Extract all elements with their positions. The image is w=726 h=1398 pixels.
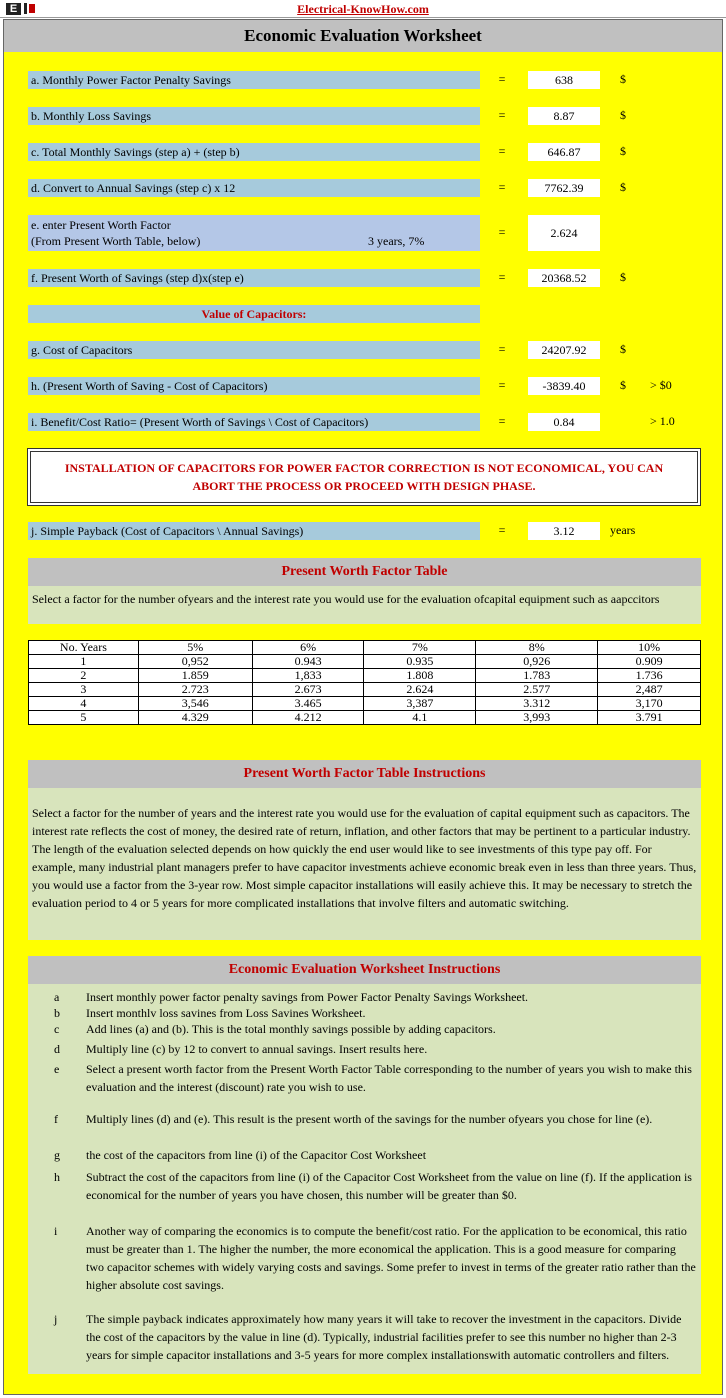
col-header-5pct: 5% <box>138 641 252 655</box>
table-cell: 3,993 <box>476 711 598 725</box>
row-i-condition: > 1.0 <box>650 414 675 428</box>
row-a-equals: = <box>498 72 506 86</box>
table-row <box>29 697 701 711</box>
table-cell: 0.909 <box>598 655 701 669</box>
row-e-line1: e. enter Present Worth Factor <box>31 218 171 232</box>
table-cell: 1.783 <box>476 669 598 683</box>
row-d-label: d. Convert to Annual Savings (step c) x 12 <box>28 179 480 197</box>
col-header-6pct: 6% <box>252 641 364 655</box>
economic-warning-box <box>27 448 701 506</box>
table-cell: 2.673 <box>252 683 364 697</box>
row-g-unit: $ <box>620 342 626 356</box>
row-h-equals: = <box>498 378 506 392</box>
site-title-link[interactable]: Electrical-KnowHow.com <box>297 2 429 16</box>
row-c-value[interactable]: 646.87 <box>528 143 600 161</box>
row-e-equals: = <box>498 225 506 239</box>
row-e-label <box>28 215 480 251</box>
table-cell: 3,387 <box>364 697 476 711</box>
table-cell: 3.791 <box>598 711 701 725</box>
row-i-label: i. Benefit/Cost Ratio= (Present Worth of Savings \ Cost of Capacitors) <box>28 413 480 431</box>
table-cell: 4.212 <box>252 711 364 725</box>
row-b-value[interactable]: 8.87 <box>528 107 600 125</box>
col-header-7pct: 7% <box>364 641 476 655</box>
row-b-unit: $ <box>620 108 626 122</box>
table-header-row <box>29 641 701 655</box>
economic-warning-text: INSTALLATION OF CAPACITORS FOR POWER FACTOR CORRECTION IS NOT ECONOMICAL, YOU CAN ABORT THE PROCESS OR PROCEED WITH DESIGN PHASE. <box>30 451 698 503</box>
col-header-years: No. Years <box>29 641 139 655</box>
table-cell: 0.943 <box>252 655 364 669</box>
ew-instructions-list: a Insert monthly power factor penalty savings from Power Factor Penalty Savings Worksheet. b Insert monthlv loss savines from Loss Savines Worksheet. c Add lines (a) and (b). This is the total monthly savings possible by adding capacitors. d Multiply line (c) by 12 to convert to annual savings. Insert results here. e Select a present worth factor from the Present Worth Factor Table corresponding to the number of years you wish to make this evaluation and the interest (discount) rate you wish to use. f Multiply lines (d) and (e). This result is the present worth of the savings for the number ofyears you chose for line (e). g the cost of the capacitors from line (i) of the Capacitor Cost Worksheet h Subtract the cost of the capacitors from line (i) of the Capacitor Cost Worksheet from the value on line (f). If the application is economical for the number of years you have chosen, this number will be greater than $0. i Another way of comparing the economics is to compute the benefit/cost ratio. For the application to be economical, this ratio must be greater than 1. The higher the number, the more economical the application. This is a good measure for comparing two capacitor schemes with widely varying costs and savings. Some prefer to invest in terms of the greater ratio rather than the higher absolute cost savings. j The simple payback indicates approximately how many years it will take to recover the investment in the capacitors. Divide the cost of the capacitors by the value in line (d). Typically, industrial facilities prefer to see this number no higher than 2-3 years for simple capacitor installations and 3-5 years for more complex installationswith automatic controllers and filters. <box>28 984 701 1374</box>
table-cell: 4.329 <box>138 711 252 725</box>
table-cell: 1.736 <box>598 669 701 683</box>
table-cell: 0.935 <box>364 655 476 669</box>
pw-instructions-title: Present Worth Factor Table Instructions <box>28 760 701 788</box>
row-a-label: a. Monthly Power Factor Penalty Savings <box>28 71 480 89</box>
pw-table-title: Present Worth Factor Table <box>28 558 701 586</box>
table-cell: 1.808 <box>364 669 476 683</box>
table-cell: 3,546 <box>138 697 252 711</box>
row-j-value[interactable]: 3.12 <box>528 522 600 540</box>
table-row <box>29 683 701 697</box>
pw-instructions-text: Select a factor for the number of years and the interest rate you would use for the evaluation of capital equipment such as capacitors. The interest rate reflects the cost of money, the desired rate of return, inflation, and other factors that may be pertinent to a particular industry. The length of the evaluation selected depends on how quickly the end user would like to see investments of this type pay off. For example, many industrial plant managers prefer to have capacitor investments achieve economic break even in less than three years. Thus, you would use a factor from the 3-year row. Most simple capacitor installations will easily achieve this. It may be necessary to stretch the evaluation period to 4 or 5 years for more complicated installations that involve filters and automatic switching. <box>28 788 701 940</box>
row-i-value[interactable]: 0.84 <box>528 413 600 431</box>
table-cell: 4.1 <box>364 711 476 725</box>
pw-table-intro: Select a factor for the number ofyears and the interest rate you would use for the evaluation ofcapital equipment such as aapccitors <box>28 586 701 624</box>
row-e-hint: 3 years, 7% <box>368 234 425 248</box>
table-cell: 3 <box>29 683 139 697</box>
table-row <box>29 711 701 725</box>
table-cell: 3.312 <box>476 697 598 711</box>
worksheet-title: Economic Evaluation Worksheet <box>4 20 722 52</box>
table-cell: 2.624 <box>364 683 476 697</box>
value-of-capacitors-heading: Value of Capacitors: <box>28 305 480 323</box>
row-g-value[interactable]: 24207.92 <box>528 341 600 359</box>
row-h-condition: > $0 <box>650 378 672 392</box>
table-row <box>29 669 701 683</box>
ew-instructions-title: Economic Evaluation Worksheet Instructions <box>28 956 701 984</box>
top-bar <box>0 0 726 18</box>
row-h-label: h. (Present Worth of Saving - Cost of Capacitors) <box>28 377 480 395</box>
row-g-label: g. Cost of Capacitors <box>28 341 480 359</box>
row-a-unit: $ <box>620 72 626 86</box>
col-header-10pct: 10% <box>598 641 701 655</box>
row-j-label: j. Simple Payback (Cost of Capacitors \ Annual Savings) <box>28 522 480 540</box>
row-b-equals: = <box>498 108 506 122</box>
row-f-label: f. Present Worth of Savings (step d)x(step e) <box>28 269 480 287</box>
worksheet-frame <box>3 19 723 1395</box>
row-i-equals: = <box>498 414 506 428</box>
row-b-label: b. Monthly Loss Savings <box>28 107 480 125</box>
table-cell: 3,170 <box>598 697 701 711</box>
table-cell: 2.577 <box>476 683 598 697</box>
table-cell: 4 <box>29 697 139 711</box>
row-d-unit: $ <box>620 180 626 194</box>
table-cell: 5 <box>29 711 139 725</box>
row-j-equals: = <box>498 523 506 537</box>
row-d-equals: = <box>498 180 506 194</box>
row-g-equals: = <box>498 342 506 356</box>
row-a-value[interactable]: 638 <box>528 71 600 89</box>
present-worth-factor-table <box>28 640 701 725</box>
row-d-value[interactable]: 7762.39 <box>528 179 600 197</box>
table-cell: 2.723 <box>138 683 252 697</box>
row-j-unit: years <box>610 523 636 537</box>
table-cell: 2 <box>29 669 139 683</box>
table-cell: 3.465 <box>252 697 364 711</box>
row-f-equals: = <box>498 270 506 284</box>
table-cell: 0,952 <box>138 655 252 669</box>
logo-letter: E <box>6 3 21 15</box>
row-e-line2: (From Present Worth Table, below) <box>31 234 201 248</box>
table-cell: 2,487 <box>598 683 701 697</box>
table-cell: 1,833 <box>252 669 364 683</box>
table-cell: 1.859 <box>138 669 252 683</box>
row-c-unit: $ <box>620 144 626 158</box>
table-cell: 0,926 <box>476 655 598 669</box>
table-cell: 1 <box>29 655 139 669</box>
col-header-8pct: 8% <box>476 641 598 655</box>
row-c-equals: = <box>498 144 506 158</box>
row-f-unit: $ <box>620 270 626 284</box>
row-h-value[interactable]: -3839.40 <box>528 377 600 395</box>
row-f-value[interactable]: 20368.52 <box>528 269 600 287</box>
row-c-label: c. Total Monthly Savings (step a) + (step b) <box>28 143 480 161</box>
present-worth-factor-input[interactable]: 2.624 <box>528 215 600 251</box>
table-row <box>29 655 701 669</box>
row-h-unit: $ <box>620 378 626 392</box>
